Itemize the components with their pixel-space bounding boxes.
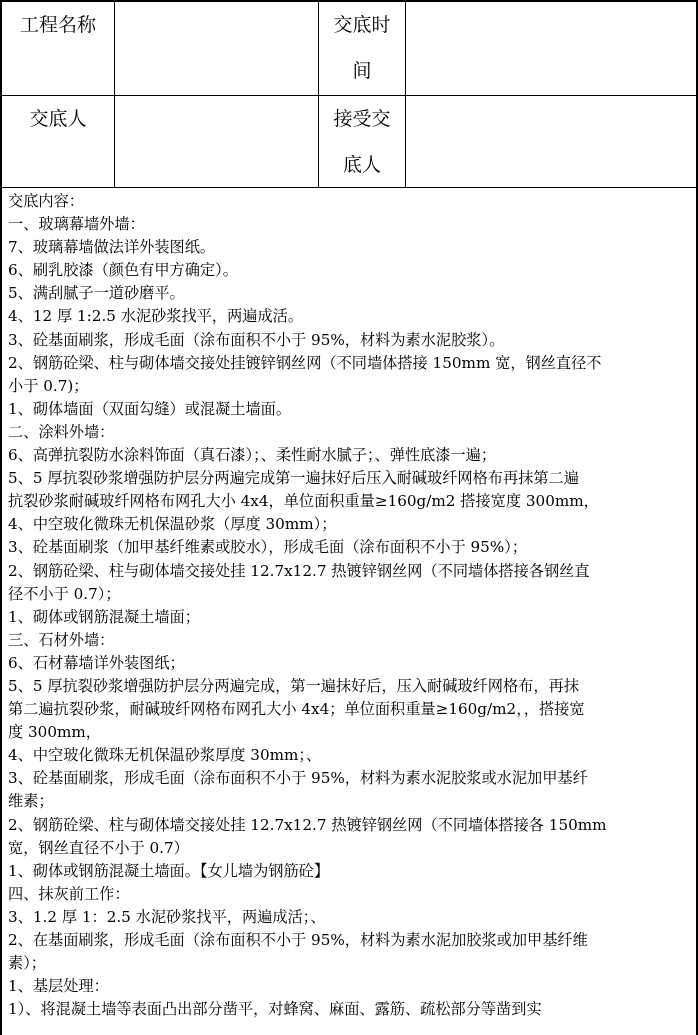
content-line: 4、中空玻化微珠无机保温砂浆厚度 30mm；、 [8,746,322,765]
handover-time-label-line2: 间 [352,60,372,82]
content-line: 二、涂料外墙： [8,422,115,441]
content-line: 径不小于 0.7）； [8,584,121,603]
content-line: 6、刷乳胶漆（颜色有甲方确定）。 [8,261,238,280]
content-line: 度 300mm， [8,723,101,742]
handover-time-label-line1: 交底时 [333,14,391,36]
content-line: 3、砼基面刷浆，形成毛面（涂布面积不小于 95%，材料为素水泥胶浆或水泥加甲基纤 [8,769,588,788]
content-line: 小于 0.7)； [8,376,89,395]
content-line: 1、砌体或钢筋混凝土墙面。【女儿墙为钢筋砼】 [8,861,330,880]
content-line: 2、钢筋砼梁、柱与砌体墙交接处挂 12.7x12.7 热镀锌钢丝网（不同墙体搭接各钢丝直 [8,561,590,580]
content-line: 1、砌体或钢筋混凝土墙面； [8,607,200,626]
content-line: 3、1.2 厚 1：2.5 水泥砂浆找平，两遍成活；、 [8,907,326,926]
receiver-value-cell[interactable] [406,96,696,187]
content-line: 抗裂砂浆耐碱玻纤网格布网孔大小 4x4，单位面积重量≥160g/m2 搭接宽度 300mm， [8,492,599,511]
content-line: 5、满刮腻子一道砂磨平。 [8,284,185,303]
content-line: 交底内容： [8,192,84,210]
receiver-label-line2: 底人 [342,154,381,176]
project-name-label: 工程名称 [19,14,96,36]
project-name-value-cell[interactable] [115,2,318,95]
content-line: 四、抹灰前工作： [8,884,130,903]
handover-person-label: 交底人 [29,108,87,130]
content-line: 4、中空玻化微珠无机保温砂浆（厚度 30mm）； [8,515,337,534]
content-line: 素）； [8,954,46,973]
content-line: 5、5 厚抗裂砂浆增强防护层分两遍完成第一遍抹好后压入耐碱玻纤网格布再抹第二遍 [8,469,579,488]
content-line: 5、5 厚抗裂砂浆增强防护层分两遍完成，第一遍抹好后，压入耐碱玻纤网格布，再抹 [8,676,579,695]
content-line: 2、钢筋砼梁、柱与砌体墙交接处挂 12.7x12.7 热镀锌钢丝网（不同墙体搭接各 150mm [8,815,607,834]
content-line: 3、砼基面刷浆（加甲基纤维素或胶水），形成毛面（涂布面积不小于 95%）； [8,538,528,557]
content-line: 3、砼基面刷浆，形成毛面（涂布面积不小于 95%，材料为素水泥胶浆）。 [8,330,505,349]
content-line: 2、在基面刷浆，形成毛面（涂布面积不小于 95%，材料为素水泥加胶浆或加甲基纤维 [8,931,588,949]
content-line: 三、石材外墙： [8,630,115,649]
content-line: 一、玻璃幕墙外墙： [8,215,145,234]
content-line: 7、玻璃幕墙做法详外装图纸。 [8,238,216,257]
content-line: 第二遍抗裂砂浆，耐碱玻纤网格布网孔大小 4x4；单位面积重量≥160g/m2，，搭接宽 [8,700,585,719]
content-line: 1）、将混凝土墙等表面凸出部分凿平，对蜂窝、麻面、露筋、疏松部分等凿到实 [8,1000,542,1019]
content-line: 维素； [8,792,54,811]
handover-content [8,190,690,1021]
content-line: 2、钢筋砼梁、柱与砌体墙交接处挂镀锌钢丝网（不同墙体搭接 150mm 宽，钢丝直径不 [8,353,602,372]
content-line: 6、石材幕墙详外装图纸； [8,653,185,672]
content-line: 宽，钢丝直径不小于 0.7） [8,838,189,857]
handover-time-value-cell[interactable] [406,2,696,95]
content-line: 1、基层处理： [8,977,109,996]
handover-person-value-cell[interactable] [115,96,318,187]
content-line: 4、12 厚 1:2.5 水泥砂浆找平，两遍成活。 [8,307,304,326]
content-line: 6、高弹抗裂防水涂料饰面（真石漆）；、柔性耐水腻子；、弹性底漆一遍； [8,446,497,465]
content-line: 1、砌体墙面（双面勾缝）或混凝土墙面。 [8,399,292,418]
table-left-border [0,0,2,1035]
receiver-label-line1: 接受交 [333,108,391,130]
